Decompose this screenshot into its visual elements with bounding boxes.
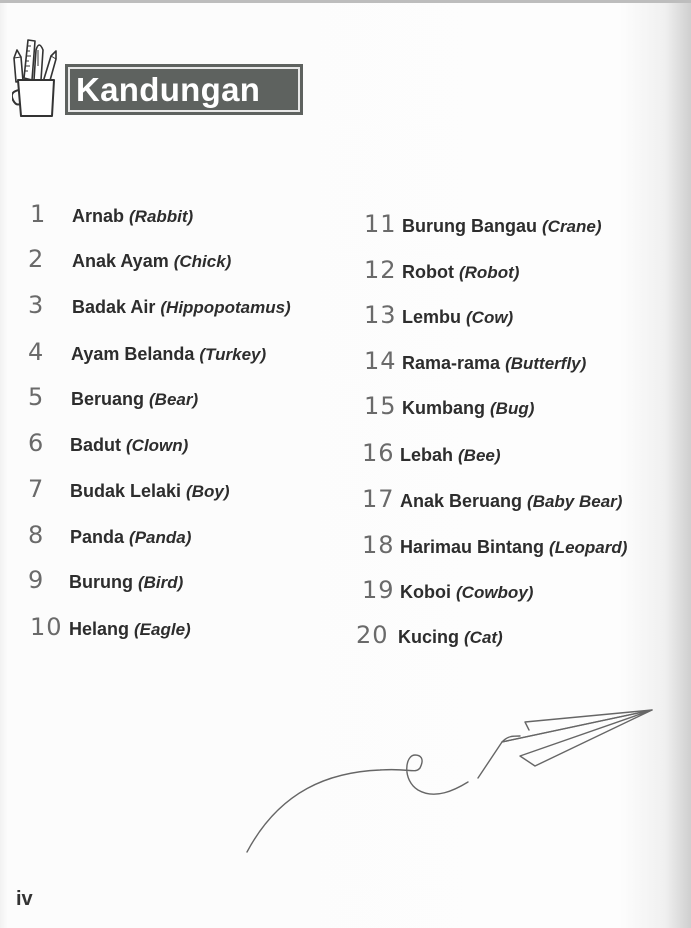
- entry-number: 15: [364, 392, 397, 420]
- entry-malay: Helang: [69, 619, 130, 639]
- toc-entry: [28, 383, 198, 411]
- entry-english: (Panda): [129, 528, 192, 547]
- toc-entry: [28, 429, 188, 457]
- entry-number: 11: [364, 210, 397, 238]
- entry-english: (Crane): [542, 217, 602, 236]
- entry-malay: Lembu: [402, 307, 462, 327]
- entry-english: (Cowboy): [456, 583, 534, 602]
- entry-number: 1: [30, 200, 47, 228]
- entry-malay: Ayam Belanda: [71, 344, 195, 364]
- toc-entry: [362, 531, 627, 559]
- paper-plane-icon: [240, 700, 660, 860]
- toc-entry: [30, 200, 193, 228]
- entry-malay: Badut: [70, 435, 121, 455]
- toc-entry: [30, 613, 191, 641]
- entry-number: 3: [28, 291, 45, 319]
- toc-entry: [362, 576, 533, 604]
- entry-number: 20: [356, 621, 389, 649]
- entry-number: 18: [362, 531, 395, 559]
- entry-number: 6: [28, 429, 45, 457]
- entry-number: 8: [28, 521, 45, 549]
- pencil-cup-icon: [12, 36, 64, 118]
- entry-malay: Badak Air: [72, 297, 156, 317]
- entry-english: (Turkey): [199, 345, 267, 364]
- entry-number: 4: [28, 338, 45, 366]
- entry-english: (Bird): [137, 573, 184, 592]
- entry-english: (Rabbit): [129, 207, 194, 226]
- toc-entry: [362, 439, 501, 467]
- entry-malay: Arnab: [72, 206, 125, 226]
- entry-malay: Kumbang: [402, 398, 485, 418]
- toc-entry: [28, 521, 191, 549]
- page-number: iv: [16, 888, 33, 910]
- toc-entry: [28, 338, 266, 366]
- toc-entry: [364, 301, 513, 329]
- toc-entry: [356, 621, 503, 649]
- entry-english: (Cow): [466, 308, 514, 327]
- entry-number: 17: [362, 485, 395, 513]
- toc-entry: [364, 210, 602, 238]
- entry-number: 14: [364, 347, 397, 375]
- toc-entry: [28, 291, 291, 319]
- entry-malay: Kucing: [398, 627, 459, 647]
- toc-entry: [28, 475, 230, 503]
- entry-malay: Rama-rama: [402, 353, 501, 373]
- entry-malay: Lebah: [400, 445, 454, 465]
- entry-english: (Baby Bear): [527, 492, 623, 511]
- entry-english: (Chick): [173, 252, 232, 271]
- entry-number: 13: [364, 301, 397, 329]
- entry-malay: Anak Beruang: [400, 491, 523, 511]
- entry-malay: Budak Lelaki: [70, 481, 182, 501]
- entry-english: (Eagle): [134, 620, 191, 639]
- entry-number: 12: [364, 256, 397, 284]
- toc-entry: [364, 256, 519, 284]
- entry-number: 7: [28, 475, 45, 503]
- entry-malay: Anak Ayam: [72, 251, 169, 271]
- page-top-edge: [0, 0, 691, 3]
- entry-number: 5: [28, 383, 45, 411]
- toc-entry: [28, 566, 183, 594]
- toc-entry: [364, 347, 586, 375]
- toc-entry: [364, 392, 534, 420]
- entry-english: (Cat): [464, 628, 503, 647]
- toc-entry: [28, 245, 231, 273]
- entry-malay: Panda: [70, 527, 125, 547]
- entry-malay: Robot: [402, 262, 454, 282]
- entry-number: 2: [28, 245, 45, 273]
- entry-english: (Bear): [149, 390, 199, 409]
- entry-number: 10: [30, 613, 63, 641]
- page-title: Kandungan: [68, 67, 300, 112]
- entry-english: (Bee): [458, 446, 501, 465]
- entry-english: (Robot): [458, 263, 520, 282]
- entry-number: 19: [362, 576, 395, 604]
- entry-malay: Koboi: [400, 582, 451, 602]
- entry-malay: Harimau Bintang: [400, 537, 545, 557]
- entry-malay: Burung Bangau: [402, 216, 537, 236]
- entry-english: (Boy): [186, 482, 230, 501]
- entry-english: (Butterfly): [505, 354, 587, 373]
- entry-english: (Bug): [490, 399, 535, 418]
- entry-number: 9: [28, 566, 45, 594]
- title-banner: [65, 64, 303, 115]
- entry-malay: Beruang: [71, 389, 145, 409]
- entry-number: 16: [362, 439, 395, 467]
- entry-english: (Clown): [126, 436, 189, 455]
- toc-entry: [362, 485, 622, 513]
- entry-english: (Leopard): [549, 538, 628, 557]
- entry-english: (Hippopotamus): [160, 298, 291, 317]
- entry-malay: Burung: [69, 572, 133, 592]
